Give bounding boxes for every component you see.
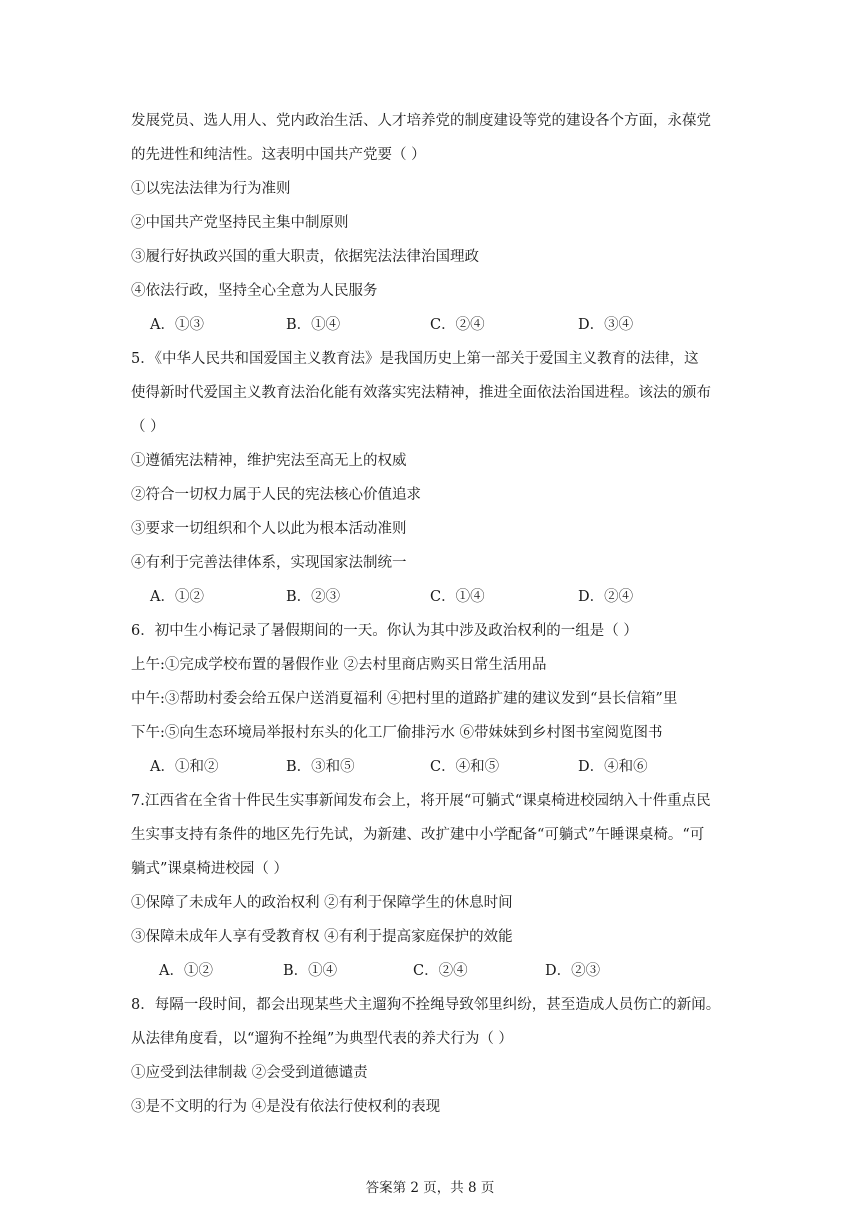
text-line: 的先进性和纯洁性。这表明中国共产党要（ ） [131,147,426,163]
text-line: 使得新时代爱国主义教育法治化能有效落实宪法精神，推进全面依法治国进程。该法的颁布 [131,385,711,401]
text-line: ③保障未成年人享有受教育权 ④有利于提高家庭保护的效能 [131,929,513,945]
question-8: 8．每隔一段时间，都会出现某些犬主遛狗不拴绳导致邻里纠纷，甚至造成人员伤亡的新闻。 [131,997,721,1013]
option-a: A．①和② [150,759,219,775]
text-line: ②中国共产党坚持民主集中制原则 [131,215,349,231]
option-d: D．②④ [578,589,634,605]
text-line: ①应受到法律制裁 ②会受到道德谴责 [131,1065,368,1081]
text-line: ①遵循宪法精神，维护宪法至高无上的权威 [131,453,407,469]
option-b: B．①④ [283,963,338,979]
question-5: 5．《中华人民共和国爱国主义教育法》是我国历史上第一部关于爱国主义教育的法律，这 [131,351,699,367]
text-line: ②符合一切权力属于人民的宪法核心价值追求 [131,487,421,503]
question-6: 6．初中生小梅记录了暑假期间的一天。你认为其中涉及政治权利的一组是（ ） [131,623,638,639]
option-b: B．③和⑤ [286,759,355,775]
text-line: 发展党员、选人用人、党内政治生活、人才培养党的制度建设等党的建设各个方面，永葆党 [131,113,711,129]
option-c: C．②④ [430,317,485,333]
option-b: B．①④ [286,317,341,333]
answer-options [150,315,710,335]
option-c: C．④和⑤ [430,759,500,775]
text-line: 上午:①完成学校布置的暑假作业 ②去村里商店购买日常生活用品 [131,657,547,673]
text-line: 下午:⑤向生态环境局举报村东头的化工厂偷排污水 ⑥带妹妹到乡村图书室阅览图书 [131,725,663,741]
option-d: D．④和⑥ [578,759,648,775]
text-line: （ ） [131,419,165,435]
option-c: C．①④ [430,589,485,605]
answer-options [150,757,710,777]
text-line: ③履行好执政兴国的重大职责，依据宪法法律治国理政 [131,249,479,265]
answer-options [159,961,719,981]
option-d: D．②③ [545,963,601,979]
text-line: 中午:③帮助村委会给五保户送消夏福利 ④把村里的道路扩建的建议发到“县长信箱”里 [131,691,678,707]
text-line: 躺式”课桌椅进校园（ ） [131,861,289,877]
option-a: A．①② [159,963,213,979]
page-footer: 答案第 2 页，共 8 页 [365,1180,495,1196]
question-7: 7.江西省在全省十件民生实事新闻发布会上，将开展“可躺式“课桌椅进校园纳入十件重点民 [131,793,711,809]
option-d: D．③④ [578,317,634,333]
text-line: ①保障了未成年人的政治权利 ②有利于保障学生的休息时间 [131,895,513,911]
text-line: 生实事支持有条件的地区先行先试，为新建、改扩建中小学配备“可躺式”午睡课桌椅。“可 [131,827,705,843]
text-line: ④依法行政，坚持全心全意为人民服务 [131,283,378,299]
option-a: A．①③ [150,317,204,333]
text-line: 从法律角度看，以“遛狗不拴绳”为典型代表的养犬行为（ ） [131,1031,513,1047]
text-line: ③要求一切组织和个人以此为根本活动准则 [131,521,407,537]
option-a: A．①② [150,589,204,605]
option-b: B．②③ [286,589,341,605]
text-line: ①以宪法法律为行为准则 [131,181,291,197]
text-line: ④有利于完善法律体系，实现国家法制统一 [131,555,407,571]
answer-options [150,587,710,607]
text-line: ③是不文明的行为 ④是没有依法行使权利的表现 [131,1099,441,1115]
option-c: C．②④ [413,963,468,979]
